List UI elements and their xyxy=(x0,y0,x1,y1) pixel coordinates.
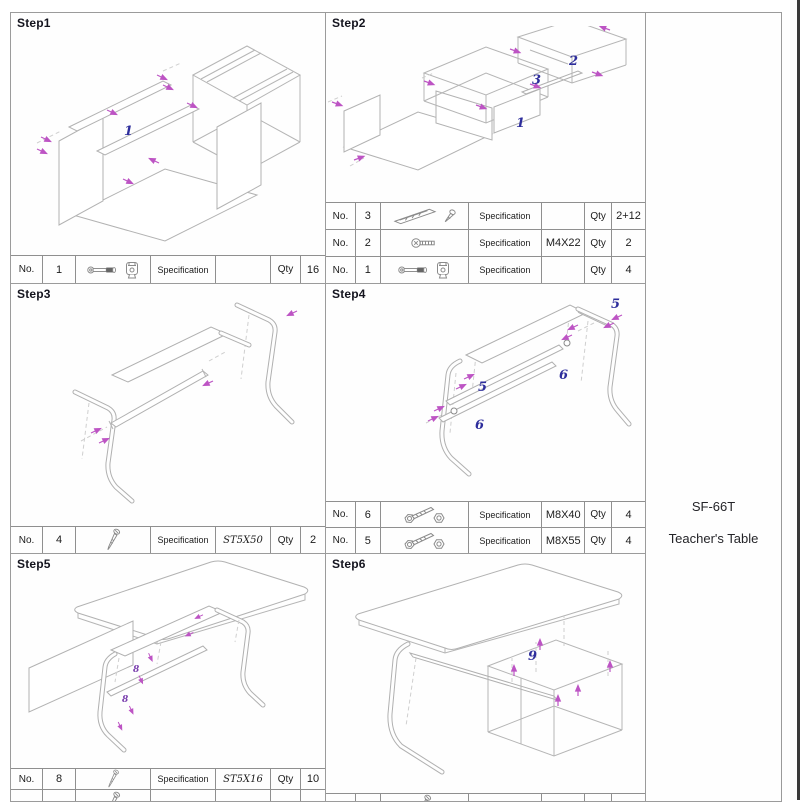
part-number: 5 xyxy=(356,528,381,553)
spec-value: ST5X16 xyxy=(216,769,271,789)
step4-title: Step4 xyxy=(332,287,366,301)
drawer-slide-icon xyxy=(393,207,437,225)
table-row xyxy=(11,255,325,283)
spec-header: Specification xyxy=(151,256,216,283)
qty-value: 2+12 xyxy=(616,210,641,222)
cam-lock-icon xyxy=(124,261,140,279)
step4-part-number-annotation: 5 xyxy=(611,297,621,312)
panel-step5 xyxy=(11,554,326,801)
qty-header: Qty xyxy=(585,203,612,229)
product-name: Teacher's Table xyxy=(668,531,759,546)
qty-header: Qty xyxy=(585,528,612,553)
step4-part-number-annotation: 6 xyxy=(559,368,569,383)
panel-step1 xyxy=(11,13,326,284)
screw-icon xyxy=(104,791,122,802)
spec-value: M4X22 xyxy=(542,230,585,256)
qty-header: Qty xyxy=(271,256,301,283)
step1-part-number-annotation: 1 xyxy=(124,124,134,139)
part-number: 1 xyxy=(356,257,381,283)
part-icons-cell xyxy=(76,527,151,553)
table-row xyxy=(326,256,645,283)
spec-value xyxy=(216,256,271,283)
step3-title: Step3 xyxy=(17,287,51,301)
step5-part-number-annotation: 8 xyxy=(133,665,140,675)
no-header: No. xyxy=(11,256,43,283)
panel-step6 xyxy=(326,554,646,801)
spec-header: Specification xyxy=(469,528,543,553)
partial-table-row xyxy=(11,789,325,801)
spec-value xyxy=(216,790,271,801)
step2-title: Step2 xyxy=(332,16,366,30)
part-number: 3 xyxy=(356,203,381,229)
step2-parts-table xyxy=(326,202,645,283)
spec-value: ST5X50 xyxy=(216,527,271,553)
step5-parts-table xyxy=(11,768,325,801)
part-number: 8 xyxy=(43,769,76,789)
part-icons-cell xyxy=(76,769,151,789)
step5-title: Step5 xyxy=(17,557,51,571)
part-number: 4 xyxy=(43,527,76,553)
panel-product-info xyxy=(646,13,781,801)
part-number: 1 xyxy=(43,256,76,283)
step6-title: Step6 xyxy=(332,557,366,571)
spec-value: M8X55 xyxy=(542,528,585,553)
spec-header: Specification xyxy=(469,230,543,256)
spec-value xyxy=(542,257,585,283)
part-icons-cell xyxy=(76,790,151,801)
spec-value xyxy=(542,203,585,229)
part-number: 2 xyxy=(356,230,381,256)
bolt-and-nut-icon xyxy=(401,503,447,527)
qty-header: Qty xyxy=(585,257,612,283)
no-header: No. xyxy=(326,502,356,527)
screw-icon xyxy=(104,769,122,789)
table-row xyxy=(326,527,645,553)
qty-header xyxy=(271,790,301,801)
spec-header: Specification xyxy=(151,769,216,789)
part-icons-cell xyxy=(76,256,151,283)
bolt-and-nut-icon xyxy=(401,529,447,553)
step4-parts-table xyxy=(326,501,645,553)
step2-part-number-annotation: 2 xyxy=(569,54,579,69)
table-row xyxy=(326,229,645,256)
table-row xyxy=(326,501,645,527)
part-icons-cell xyxy=(381,528,469,553)
step1-parts-table xyxy=(11,255,325,283)
spec-header: Specification xyxy=(469,257,543,283)
panel-step3 xyxy=(11,284,326,554)
sheet-border xyxy=(10,12,782,802)
cam-bolt-icon xyxy=(398,264,430,276)
step2-diagram xyxy=(326,26,646,202)
cam-bolt-icon xyxy=(87,264,119,276)
no-header: No. xyxy=(326,257,356,283)
panel-step2 xyxy=(326,13,646,284)
no-header: No. xyxy=(11,769,43,789)
spec-value: M8X40 xyxy=(542,502,585,527)
no-header: No. xyxy=(11,527,43,553)
product-info xyxy=(646,499,781,546)
screw-icon xyxy=(104,528,122,552)
no-header xyxy=(11,790,43,801)
qty-header: Qty xyxy=(271,527,301,553)
step5-part-number-annotation: 8 xyxy=(122,695,129,705)
no-header: No. xyxy=(326,528,356,553)
part-number: 6 xyxy=(356,502,381,527)
part-icons-cell xyxy=(381,257,469,283)
small-screw-icon xyxy=(442,209,456,223)
no-header: No. xyxy=(326,230,356,256)
step3-parts-table xyxy=(11,526,325,553)
spec-header xyxy=(151,790,216,801)
part-number xyxy=(43,790,76,801)
step4-part-number-annotation: 6 xyxy=(475,418,485,433)
qty-header: Qty xyxy=(585,230,612,256)
spec-header: Specification xyxy=(469,203,543,229)
step4-part-number-annotation: 5 xyxy=(478,380,488,395)
step3-diagram xyxy=(11,283,326,526)
qty-value xyxy=(301,790,325,801)
spec-header: Specification xyxy=(151,527,216,553)
qty-header: Qty xyxy=(271,769,301,789)
step6-part-number-annotation: 9 xyxy=(528,649,538,664)
qty-value: 4 xyxy=(625,264,632,276)
cam-lock-icon xyxy=(435,261,451,279)
panel-step4 xyxy=(326,284,646,554)
part-icons-cell xyxy=(381,203,469,229)
part-icons-cell xyxy=(381,502,469,527)
product-code: SF-66T xyxy=(691,499,736,514)
qty-value: 16 xyxy=(306,263,320,276)
step2-part-number-annotation: 1 xyxy=(516,116,526,131)
step5-diagram xyxy=(11,554,326,769)
step2-part-number-annotation: 3 xyxy=(532,73,542,88)
step6-diagram xyxy=(326,554,646,794)
table-row xyxy=(11,526,325,553)
qty-value: 4 xyxy=(625,508,632,521)
step1-title: Step1 xyxy=(17,16,51,30)
qty-value: 4 xyxy=(625,534,632,547)
table-row xyxy=(11,768,325,789)
table-row xyxy=(326,202,645,229)
qty-value: 10 xyxy=(306,773,320,785)
no-header: No. xyxy=(326,203,356,229)
spec-header: Specification xyxy=(469,502,543,527)
qty-value: 2 xyxy=(625,237,632,249)
machine-bolt-icon xyxy=(411,236,437,250)
qty-value: 2 xyxy=(309,534,317,546)
qty-header: Qty xyxy=(585,502,612,527)
step1-diagram xyxy=(11,27,326,256)
part-icons-cell xyxy=(381,230,469,256)
